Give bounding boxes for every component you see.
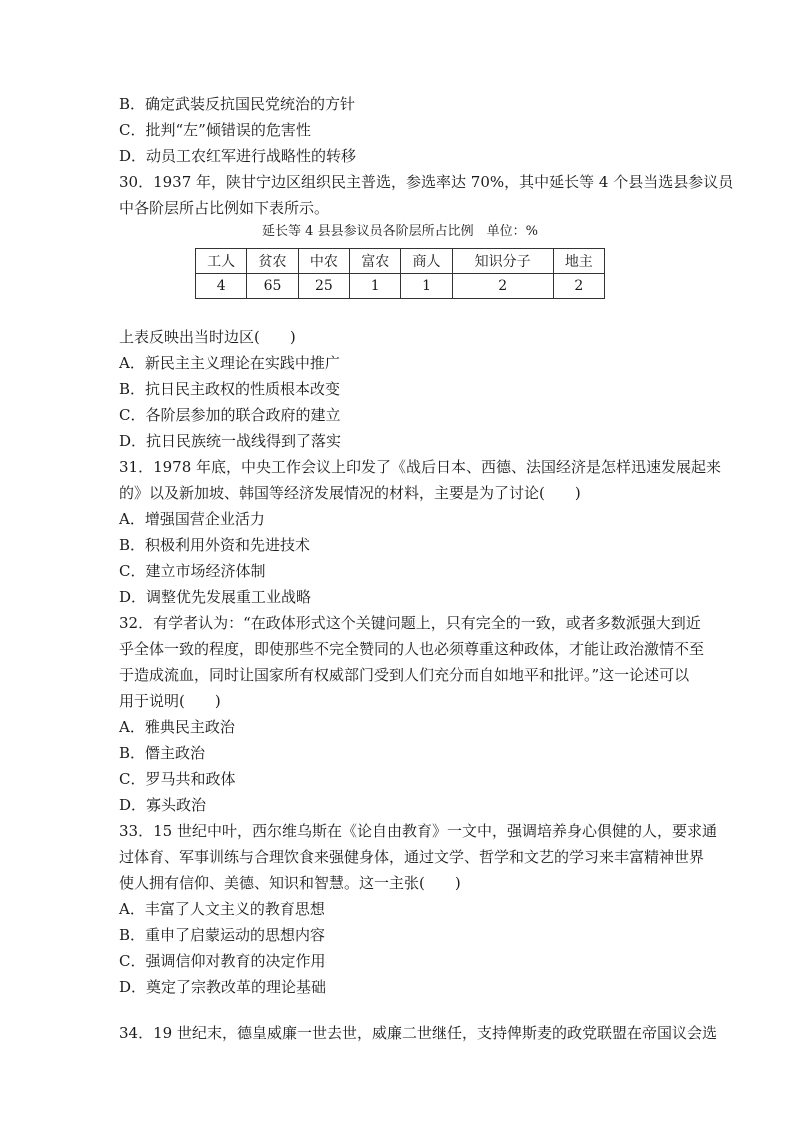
q29-option-d: D．动员工农红军进行战略性的转移 [119,147,357,165]
q31-option-b: B．积极利用外资和先进技术 [119,536,311,554]
table-value-cell: 1 [401,274,452,299]
q32-stem-line-1: 32．有学者认为：“在政体形式这个关键问题上，只有完全的一致，或者多数派强大到近 [119,614,701,632]
q33-option-b: B．重申了启蒙运动的思想内容 [119,926,326,944]
table-caption: 延长等 4 县县参议员各阶层所占比例 单位：% [262,224,538,239]
q32-stem-line-3: 于造成流血，同时让国家所有权威部门受到人们充分而自如地平和批评。”这一论述可以 [119,666,690,684]
q30-option-c: C．各阶层参加的联合政府的建立 [119,406,341,424]
q32-option-d: D．寡头政治 [119,796,207,814]
table-header-cell: 商人 [401,249,452,274]
table-header-cell: 工人 [196,249,247,274]
q33-stem-line-3: 使人拥有信仰、美德、知识和智慧。这一主张( ) [119,874,461,892]
q30-stem-line-1: 30．1937 年，陕甘宁边区组织民主普选，参选率达 70%，其中延长等 4 个县当选县参议员 [119,173,734,191]
q31-option-a: A．增强国营企业活力 [119,510,265,528]
q33-option-a: A．丰富了人文主义的教育思想 [119,900,325,918]
q31-option-d: D．调整优先发展重工业战略 [119,588,312,606]
class-ratio-table [195,248,605,299]
table-value-cell: 2 [452,274,553,299]
q32-option-b: B．僭主政治 [119,744,206,762]
table-header-cell: 贫农 [247,249,298,274]
q33-stem-line-1: 33．15 世纪中叶，西尔维乌斯在《论自由教育》一文中，强调培养身心俱健的人，要求通 [119,822,717,840]
q33-option-c: C．强调信仰对教育的决定作用 [119,952,326,970]
q33-option-d: D．奠定了宗教改革的理论基础 [119,978,327,996]
q29-option-c: C．批判“左”倾错误的危害性 [119,121,311,139]
table-value-cell: 2 [553,274,604,299]
q32-stem-line-4: 用于说明( ) [119,692,221,710]
q31-option-c: C．建立市场经济体制 [119,562,266,580]
q32-option-c: C．罗马共和政体 [119,770,236,788]
q34-stem-line-1: 34．19 世纪末，德皇威廉一世去世，威廉二世继任，支持俾斯麦的政党联盟在帝国议会选 [119,1024,717,1042]
table-value-cell: 25 [298,274,349,299]
q33-stem-line-2: 过体育、军事训练与合理饮食来强健身体，通过文学、哲学和文艺的学习来丰富精神世界 [119,848,705,866]
q32-option-a: A．雅典民主政治 [119,718,235,736]
table-value-row [196,274,605,299]
table-header-cell: 知识分子 [452,249,553,274]
q30-option-a: A．新民主主义理论在实践中推广 [119,354,340,372]
table-value-cell: 4 [196,274,247,299]
q31-stem-line-2: 的》以及新加坡、韩国等经济发展情况的材料，主要是为了讨论( ) [119,484,581,502]
q30-stem-line-2: 中各阶层所占比例如下表所示。 [119,199,330,217]
q29-option-b: B．确定武装反抗国民党统治的方针 [119,95,356,113]
q32-stem-line-2: 乎全体一致的程度，即使那些不完全赞同的人也必须尊重这种政体，才能让政治激情不至 [119,640,705,658]
table-header-cell: 富农 [350,249,401,274]
q31-stem-line-1: 31．1978 年底，中央工作会议上印发了《战后日本、西德、法国经济是怎样迅速发展起来 [119,458,722,476]
table-value-cell: 1 [350,274,401,299]
table-value-cell: 65 [247,274,298,299]
table-header-cell: 地主 [553,249,604,274]
q30-option-d: D．抗日民族统一战线得到了落实 [119,432,342,450]
table-header-row [196,249,605,274]
q30-option-b: B．抗日民主政权的性质根本改变 [119,380,341,398]
table-header-cell: 中农 [298,249,349,274]
q30-prompt: 上表反映出当时边区( ) [119,328,296,346]
